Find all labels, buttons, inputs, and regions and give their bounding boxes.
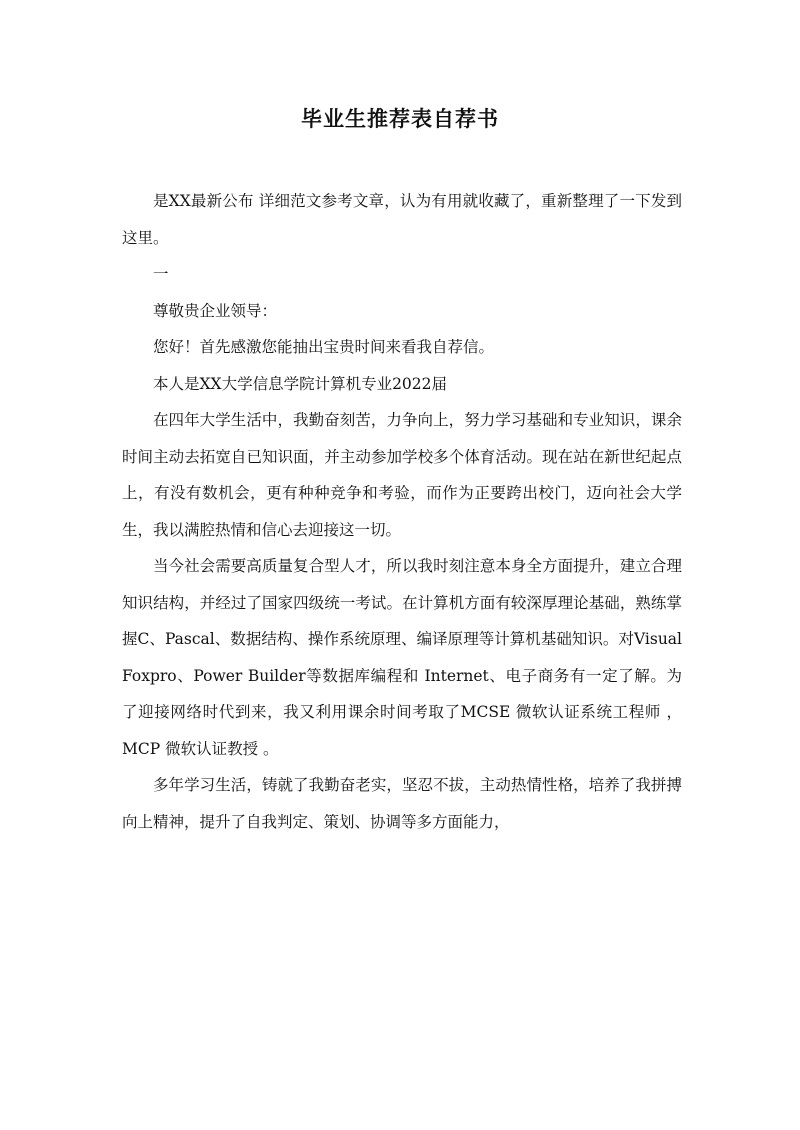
paragraph-greeting: 您好！首先感激您能抽出宝贵时间来看我自荐信。 — [153, 338, 495, 356]
paragraph-character: 多年学习生活，铸就了我勤奋老实，坚忍不拔，主动热情性格，培养了我拼搏向上精神，提升了自我判定、策划、协调等多方面能力， — [122, 776, 682, 831]
paragraph-intro: 是XX最新公布 详细范文参考文章，认为有用就收藏了，重新整理了一下发到这里。 — [122, 192, 682, 247]
document-body — [122, 183, 682, 840]
document-title: 毕业生推荐表自荐书 — [301, 106, 499, 131]
paragraph-skills: 当今社会需要高质量复合型人才，所以我时刻注意本身全方面提升，建立合理知识结构，并经过了国家四级统一考试。在计算机方面有较深厚理论基础，熟练掌握C、Pascal、数据结构、操作系统原理、编译原理等计算机基础知识。对Visual Foxpro、Power Builder等数据库编程和 Internet、电子商务有一定了解。为了迎接网络时代到来，我又利用课余时间考取了MCSE 微软认证系统工程师 ，MCP 微软认证教授 。 — [122, 557, 682, 758]
paragraph-section-number: 一 — [153, 265, 169, 283]
paragraph-self-intro: 本人是XX大学信息学院计算机专业2022届 — [153, 374, 448, 393]
paragraph-salutation: 尊敬贵企业领导： — [153, 301, 278, 320]
paragraph-university-life: 在四年大学生活中，我勤奋刻苦，力争向上，努力学习基础和专业知识，课余时间主动去拓宽自已知识面，并主动参加学校多个体育活动。现在站在新世纪起点上，有没有数机会，更有种种竞争和考验，而作为正要跨出校门，迈向社会大学生，我以满腔热情和信心去迎接这一切。 — [122, 411, 682, 539]
